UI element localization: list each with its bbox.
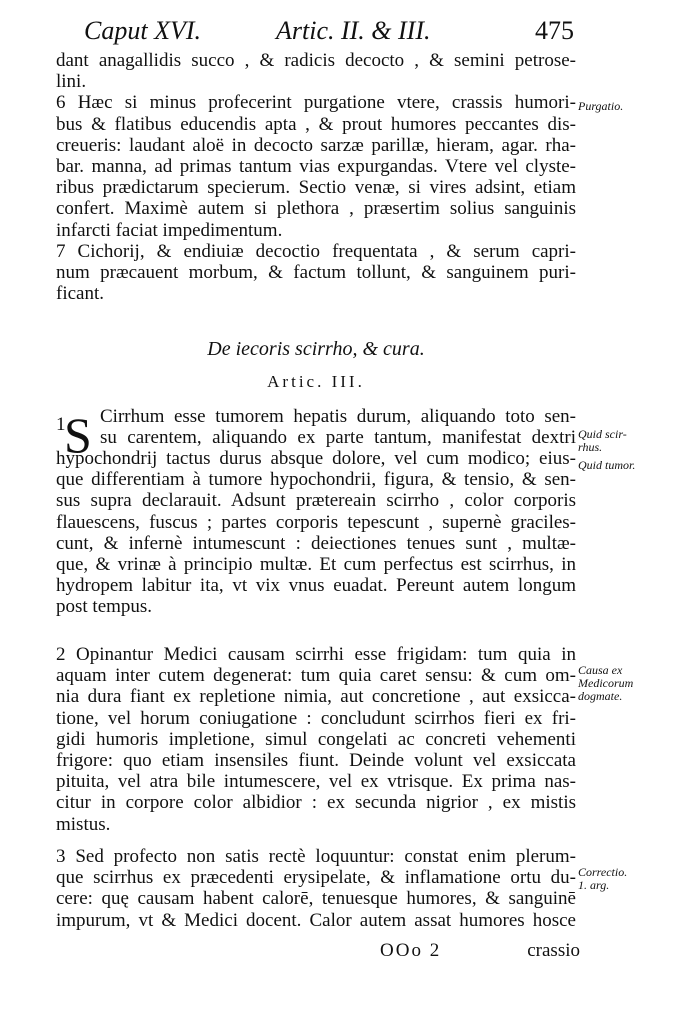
section-title: De iecoris scirrho, & cura. — [207, 338, 425, 360]
text-line: bar. manna, ad primas tantum vias expurgandas. Vtere vel clyste- — [56, 155, 576, 177]
margin-note-causa — [578, 664, 688, 703]
margin-line: 1. arg. — [578, 878, 610, 892]
text-line: flauescens, fuscus ; partes corporis tepescunt , supernè graciles- — [56, 511, 576, 533]
text-line: pituita, vel atra bile intumescere, vel ex vtrisque. Ex prima nas- — [56, 771, 576, 793]
section-subtitle: Artic. III. — [267, 372, 365, 391]
chapter-title: Caput XVI. — [84, 16, 201, 45]
margin-note-quid-tumor: Quid tumor. — [578, 458, 636, 472]
text-line: confert. Maximè autem si plethora , præsertim solius sanguinis — [56, 198, 576, 220]
margin-note-correctio — [578, 866, 688, 892]
paragraph-text — [56, 448, 576, 618]
running-header — [84, 16, 574, 50]
text-line: gidi humoris impletione, simul congelati ac concreti vehementi — [56, 728, 576, 750]
margin-note-purgatio: Purgatio. — [578, 99, 624, 113]
paragraph-number: 1 — [56, 414, 66, 435]
text-line: creueris: laudant aloë in decocto sarzæ parillæ, hieram, agar. rha- — [56, 134, 576, 156]
margin-line: Correctio. — [578, 865, 628, 879]
text-line: frigore: quo etiam insensiles fiunt. Deinde volunt vel exsiccata — [56, 749, 576, 771]
text-line: 2 Opinantur Medici causam scirrhi esse frigidam: tum quia in — [56, 644, 576, 665]
text-line: ribus prædictarum specierum. Sectio venæ, si vires adsint, etiam — [56, 177, 576, 199]
main-text — [56, 50, 576, 304]
margin-line: rhus. — [578, 440, 603, 454]
margin-line: Medicorum — [578, 676, 634, 690]
text-line: su carentem, aliquando ex parte tantum, manifestat dextri — [100, 427, 576, 449]
text-line: 3 Sed profecto non satis rectè loquuntur: constat enim plerum- — [56, 846, 576, 867]
text-line: nia dura fiant ex repletione nimia, aut concretione , aut exsicca- — [56, 686, 576, 708]
text-line: sus supra declarauit. Adsunt prætereain scirrho , color corporis — [56, 490, 576, 512]
text-line: hypochondrij tactus durus absque dolore, vel cum modico; eius- — [56, 448, 576, 469]
text-line: citur in corpore color albidior : ex secunda nigrior , ex mistis — [56, 792, 576, 814]
margin-line: dogmate. — [578, 689, 623, 703]
text-line: 7 Cichorij, & endiuiæ decoctio frequentata , & serum capri- — [56, 240, 576, 262]
page-number: 475 — [535, 16, 574, 45]
catchword: crassio — [527, 940, 580, 961]
signature-mark: OOo 2 — [380, 940, 442, 961]
text-line: lini. — [56, 71, 87, 93]
margin-line: Quid scir- — [578, 427, 627, 441]
article-title: Artic. II. & III. — [276, 16, 431, 45]
drop-cap: S — [64, 407, 92, 463]
text-line: que, & vrinæ à principio multæ. Et cum perfectus est scirrhus, in — [56, 553, 576, 575]
text-line: que scirrhus ex præcedenti erysipelate, & inflamatione ortu du- — [56, 867, 576, 889]
text-line: ficant. — [56, 283, 105, 305]
paragraph-text — [56, 644, 576, 835]
text-line: infarcti faciat impedimentum. — [56, 219, 283, 241]
text-line: dant anagallidis succo , & radicis decocto , & semini petrose- — [56, 50, 576, 71]
text-line: que differentiam à tumore hypochondrii, figura, & tensio, & sen- — [56, 469, 576, 491]
paragraph-text — [56, 846, 576, 931]
page-footer — [380, 940, 580, 964]
text-line: mistus. — [56, 813, 111, 835]
margin-note-quid-scirrhus — [578, 428, 688, 454]
text-line: post tempus. — [56, 596, 153, 618]
text-line: cunt, & infernè intumescunt : deiectiones tenues sunt , multæ- — [56, 532, 576, 554]
text-line: 6 Hæc si minus profecerint purgatione vtere, crassis humori- — [56, 92, 576, 114]
dropcap-lines — [100, 406, 576, 448]
text-line: num præcauent morbum, & factum tollunt, & sanguinem puri- — [56, 261, 576, 283]
text-line: aquam inter cutem degenerat: tum quia caret sensu: & cum om- — [56, 665, 576, 687]
text-line: bus & flatibus educendis apta , & prout humores peccantes dis- — [56, 113, 576, 135]
text-line: impurum, vt & Medici docent. Calor autem assat humores hosce — [56, 909, 576, 931]
margin-line: Causa ex — [578, 663, 623, 677]
text-line: cere: quę causam habent calorē, tenuesque humores, & sanguinē — [56, 888, 576, 910]
text-line: hydropem labitur ita, vt vix vnus euadat. Pereunt autem longum — [56, 575, 576, 597]
text-line: Cirrhum esse tumorem hepatis durum, aliquando toto sen- — [100, 406, 576, 427]
text-line: tione, vel horum coniugatione : concludunt scirrhos fieri ex fri- — [56, 707, 576, 729]
